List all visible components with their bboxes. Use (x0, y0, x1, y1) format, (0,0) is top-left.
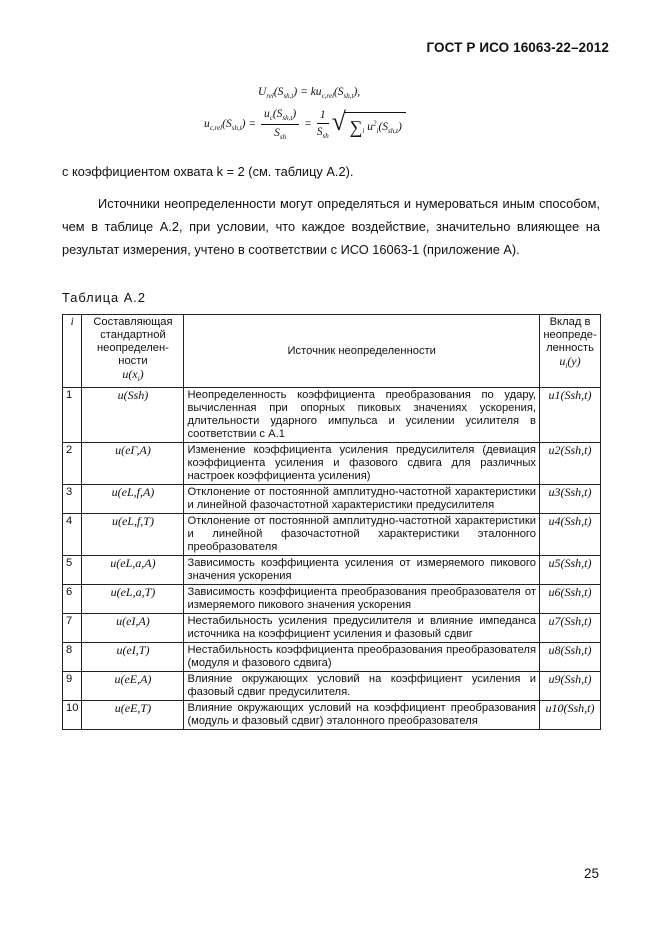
table-row (63, 701, 601, 730)
row-component: u(eE,A) (82, 672, 184, 701)
uncertainty-table (62, 314, 601, 730)
body-paragraph: Источники неопределенности могут определяться и нумероваться иным способом, чем в таблице А.2, при условии, что каждое воздействие, значительно влияющее на результат измерения, учтено в соответствии с ИСО 16063-1 (приложение А). (62, 196, 600, 257)
row-contribution: u2(Ssh,t) (540, 443, 601, 485)
table-row (63, 388, 601, 443)
row-component: u(Ssh) (82, 388, 184, 443)
row-component: u(eI,T) (82, 643, 184, 672)
table-row (63, 556, 601, 585)
row-source: Влияние окружающих условий на коэффициент преобразования (модуль и фазовый сдвиг) эталонного преобразователя (184, 701, 540, 730)
header-contribution: Вклад в неопреде-ленность $u_i(y)$ (540, 315, 601, 388)
row-index: 4 (63, 514, 82, 556)
row-component: u(eL,f,T) (82, 514, 184, 556)
row-index: 10 (63, 701, 82, 730)
table-header-row (63, 315, 601, 388)
row-index: 9 (63, 672, 82, 701)
row-contribution: u8(Ssh,t) (540, 643, 601, 672)
row-component: u(eГ,A) (82, 443, 184, 485)
page-number: 25 (583, 866, 599, 881)
row-index: 7 (63, 614, 82, 643)
row-index: 2 (63, 443, 82, 485)
table-row (63, 585, 601, 614)
row-index: 1 (63, 388, 82, 443)
table-row (63, 672, 601, 701)
row-source: Зависимость коэффициента преобразования преобразователя от измеряемого пикового значения ускорения (184, 585, 540, 614)
row-source: Изменение коэффициента усиления предусилителя (девиация коэффициента усиления и фазового сдвига для различных настроек коэффициента усиления) (184, 443, 540, 485)
table-row (63, 643, 601, 672)
row-component: u(eL,a,T) (82, 585, 184, 614)
row-contribution: u4(Ssh,t) (540, 514, 601, 556)
row-index: 3 (63, 485, 82, 514)
header-component-symbol: $u(x_i)$ (122, 367, 144, 383)
formula-line-1: $U_{rel}(S_{sh,t}) = ku_{c,rel}(S_{sh,t})$, (258, 86, 361, 100)
table-row (63, 485, 601, 514)
coverage-text: с коэффициентом охвата k = 2 (см. таблицу А.2). (62, 164, 354, 179)
row-contribution: u3(Ssh,t) (540, 485, 601, 514)
row-contribution: u1(Ssh,t) (540, 388, 601, 443)
row-index: 5 (63, 556, 82, 585)
table-row (63, 614, 601, 643)
row-contribution: u9(Ssh,t) (540, 672, 601, 701)
row-contribution: u5(Ssh,t) (540, 556, 601, 585)
row-source: Влияние окружающих условий на коэффициент усиления и фазовый сдвиг предусилителя. (184, 672, 540, 701)
formula-line-2: $u_{c,rel}(S_{sh,t})$ = $\frac{u_c(S_{sh,t})}{S_{sh}}$ = $\frac{1}{S_{sh}}$ √ $\sum_i$ $u^2_i(S_{sh,t})$ (204, 108, 406, 141)
table-row (63, 514, 601, 556)
row-source: Неопределенность коэффициента преобразования по удару, вычисленная при опорных пиковых значениях ускорения, длительности ударного импульса и усилении усилителя в соответствии с А.1 (184, 388, 540, 443)
row-source: Зависимость коэффициента усиления от измеряемого пикового значения ускорения (184, 556, 540, 585)
row-contribution: u6(Ssh,t) (540, 585, 601, 614)
row-component: u(eL,a,A) (82, 556, 184, 585)
row-component: u(eE,T) (82, 701, 184, 730)
row-source: Отклонение от постоянной амплитудно-частотной характеристики и линейной фазочастотной характеристики предусилителя (184, 485, 540, 514)
header-component: Составляющая стандартной неопределен-ности $u(x_i)$ (82, 315, 184, 388)
row-source: Нестабильность усиления предусилителя и влияние импеданса источника на коэффициент усиления и фазовый сдвиг (184, 614, 540, 643)
header-contribution-symbol: $u_i(y)$ (559, 354, 581, 370)
row-source: Отклонение от постоянной амплитудно-частотной характеристики и линейной фазочастотной характеристики эталонного преобразователя (184, 514, 540, 556)
row-contribution: u10(Ssh,t) (540, 701, 601, 730)
document-header: ГОСТ Р ИСО 16063-22–2012 (426, 40, 609, 55)
row-index: 8 (63, 643, 82, 672)
row-component: u(eL,f,A) (82, 485, 184, 514)
header-source: Источник неопределенности (184, 315, 540, 388)
header-i: i (63, 315, 82, 388)
row-source: Нестабильность коэффициента преобразования преобразователя (модуля и фазового сдвига) (184, 643, 540, 672)
row-component: u(eI,A) (82, 614, 184, 643)
table-row (63, 443, 601, 485)
row-index: 6 (63, 585, 82, 614)
table-caption: Таблица А.2 (62, 290, 146, 305)
row-contribution: u7(Ssh,t) (540, 614, 601, 643)
